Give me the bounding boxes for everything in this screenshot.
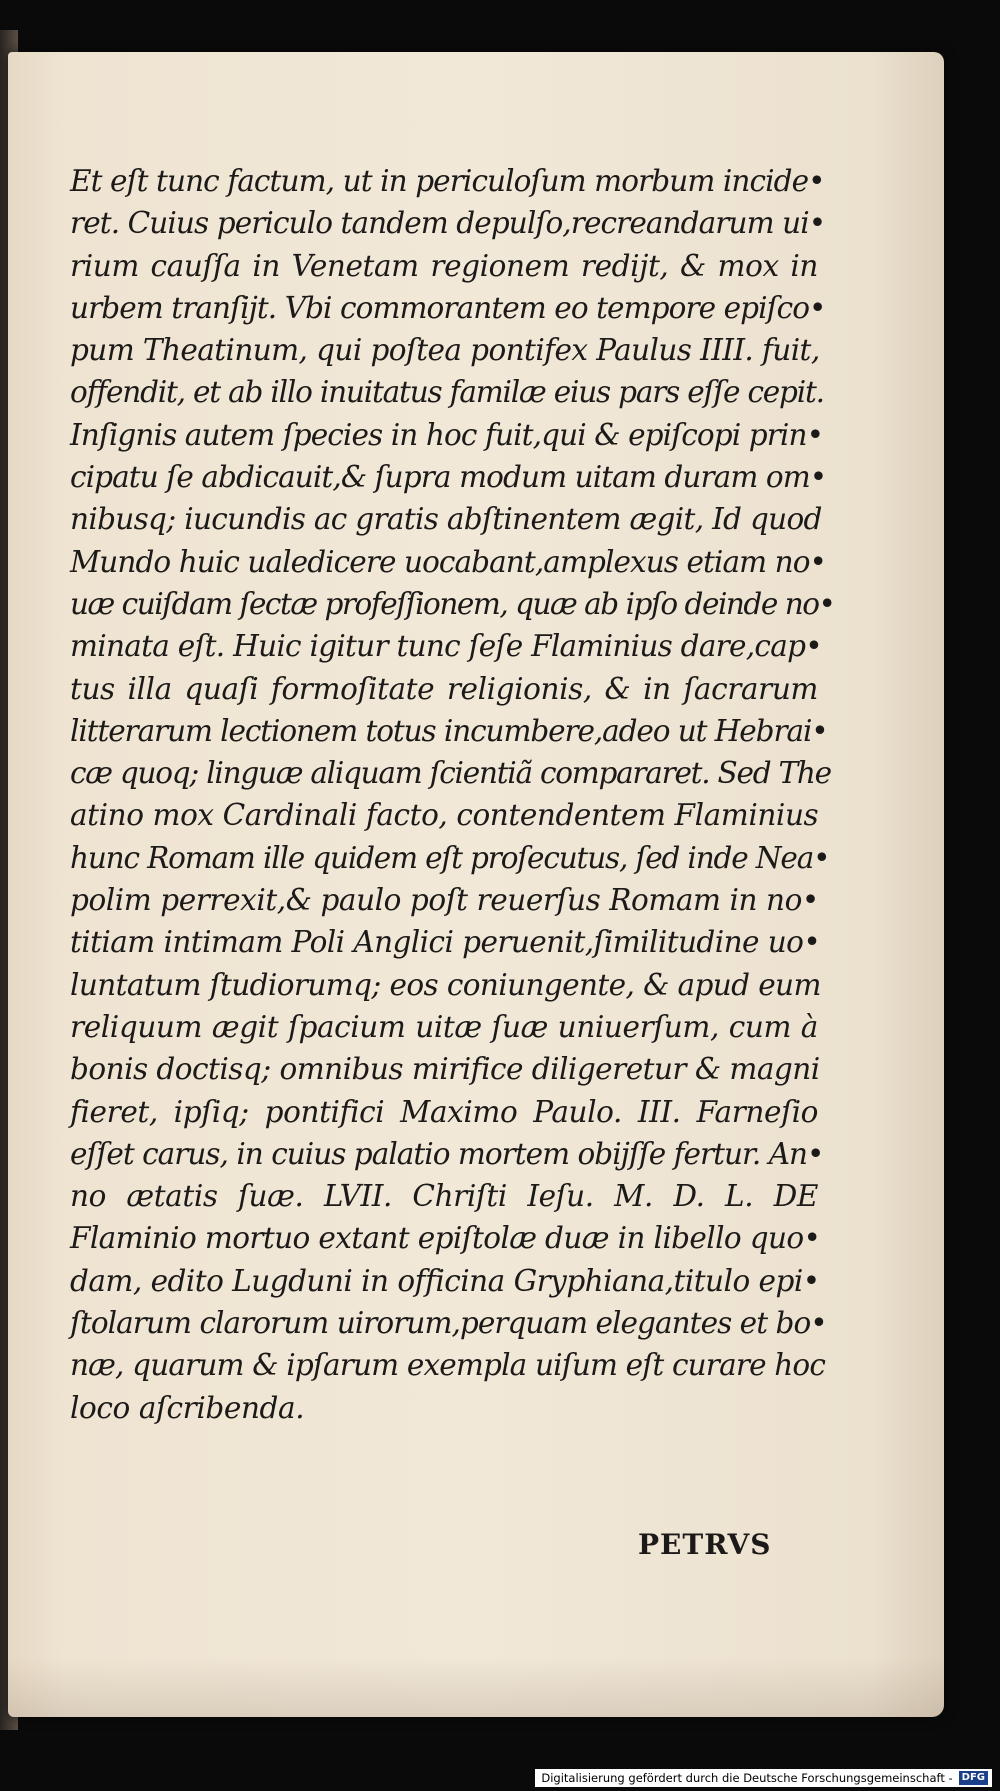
page-text-block xyxy=(70,160,835,1429)
text-line: tus illa quaſi formoſitate religionis, & in ſacrarum xyxy=(70,671,818,706)
text-line: cæ quoq; linguæ aliquam ſcientiã compararet. Sed The xyxy=(70,756,831,791)
text-line: no ætatis ſuæ. LVII. Chriſti Ieſu. M. D. L. DE xyxy=(70,1179,818,1214)
text-line: cipatu ſe abdicauit,& ſupra modum uitam duram om• xyxy=(70,460,827,495)
text-line: titiam intimam Poli Anglici peruenit,ſimilitudine uo• xyxy=(70,925,821,960)
text-line: reliquum ægit ſpacium uitæ ſuæ uniuerſum, cum à xyxy=(70,1009,818,1044)
text-line: polim perrexit,& paulo poſt reuerſus Romam in no• xyxy=(70,883,819,918)
text-line: urbem tranſijt. Vbi commorantem eo tempore epiſco• xyxy=(70,290,826,325)
book-page xyxy=(8,52,944,1717)
text-line: offendit, et ab illo inuitatus familæ eius pars eſſe cepit. xyxy=(70,375,824,410)
text-line: ſtolarum clarorum uirorum,perquam elegantes et bo• xyxy=(70,1306,827,1341)
text-line: Flaminio mortuo extant epiſtolæ duæ in libello quo• xyxy=(70,1221,821,1256)
catchword: PETRVS xyxy=(638,1528,772,1561)
text-line: luntatum ſtudiorumq; eos coniungente, & apud eum xyxy=(70,967,821,1002)
text-line: minata eſt. Huic igitur tunc ſeſe Flaminius dare,cap• xyxy=(70,629,822,664)
text-line: rium cauſſa in Venetam regionem rediјt, & mox in xyxy=(70,248,818,283)
text-line: eſſet carus, in cuius palatio mortem obijſſe fertur. An• xyxy=(70,1136,824,1171)
text-line: Inſignis autem ſpecies in hoc fuit,qui & epiſcopi prin• xyxy=(70,417,824,452)
text-line: atino mox Cardinali facto, contendentem Flaminius xyxy=(70,798,819,833)
dfg-logo: DFG xyxy=(959,1771,988,1785)
digitization-credit-footer xyxy=(535,1769,992,1787)
text-line: fieret, ipſiq; pontifici Maximo Paulo. III. Farneſio xyxy=(70,1094,818,1129)
text-line: uæ cuiſdam ſectæ profeſſionem, quæ ab ipſo deinde no• xyxy=(70,586,835,621)
text-line: ret. Cuius periculo tandem depulſo,recreandarum ui• xyxy=(70,206,826,241)
text-line: Mundo huic ualedicere uocabant,amplexus etiam no• xyxy=(70,544,827,579)
digitization-credit-text: Digitalisierung gefördert durch die Deutsche Forschungsgemeinschaft - xyxy=(541,1771,953,1785)
text-line: loco aſcribenda. xyxy=(70,1390,305,1425)
text-line: dam, edito Lugduni in officina Gryphiana,titulo epi• xyxy=(70,1263,820,1298)
text-line: bonis doctisq; omnibus mirifice diligeretur & magni xyxy=(70,1052,820,1087)
text-line: litterarum lectionem totus incumbere,adeo ut Hebrai• xyxy=(70,713,828,748)
text-line: Et eſt tunc factum, ut in periculoſum morbum incide• xyxy=(70,164,825,198)
text-line: hunc Romam ille quidem eſt proſecutus, ſed inde Nea• xyxy=(70,840,830,875)
text-line: nibusq; iucundis ac gratis abſtinentem ægit, Id quod xyxy=(70,502,822,537)
text-line: næ, quarum & ipſarum exempla uiſum eſt curare hoc xyxy=(70,1348,826,1383)
text-line: pum Theatinum, qui poſtea pontifex Paulus IIII. fuit, xyxy=(70,333,820,368)
